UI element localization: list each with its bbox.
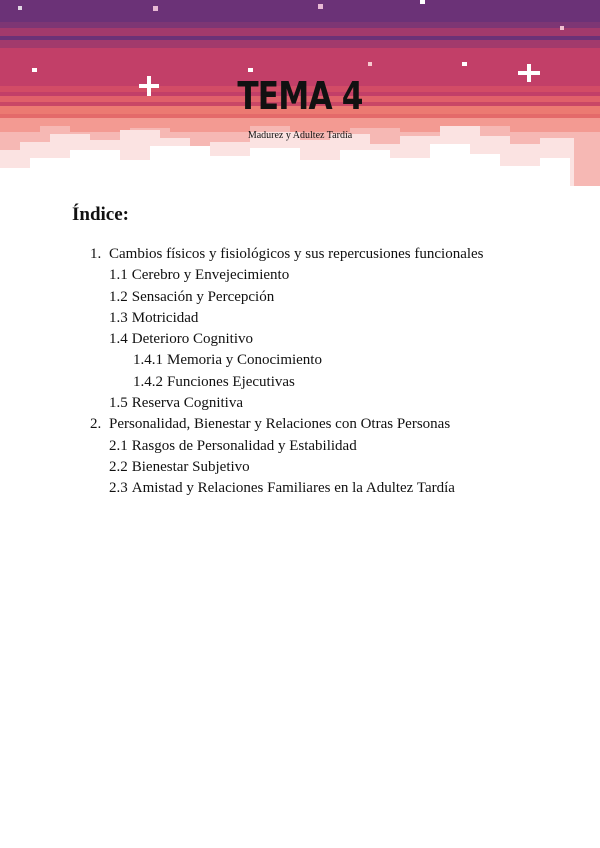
toc-item-label: Motricidad xyxy=(131,309,199,326)
toc-item xyxy=(90,457,484,478)
toc-item-label: Rasgos de Personalidad y Estabilidad xyxy=(131,437,357,454)
toc-item xyxy=(90,414,484,435)
toc-item-label: Memoria y Conocimiento xyxy=(167,352,322,369)
toc-item xyxy=(90,436,484,457)
toc-item-number: 1.1 xyxy=(109,267,128,284)
toc-item-label: Personalidad, Bienestar y Relaciones con Otras Personas xyxy=(109,416,451,433)
toc-item xyxy=(90,244,484,265)
toc-item-label: Bienestar Subjetivo xyxy=(131,458,250,475)
toc-item-number: 2. xyxy=(90,416,102,433)
toc-item-number: 1.5 xyxy=(109,395,128,412)
page-title: TEMA 4 xyxy=(237,74,363,118)
toc-item-label: Cerebro y Envejecimiento xyxy=(131,267,290,284)
toc-item xyxy=(90,329,484,350)
toc-item-label: Funciones Ejecutivas xyxy=(167,373,295,390)
toc-item-number: 2.1 xyxy=(109,437,128,454)
toc-item xyxy=(90,393,484,414)
toc-item xyxy=(90,287,484,308)
index-heading: Índice: xyxy=(72,204,129,225)
toc-item-number: 2.2 xyxy=(109,458,128,475)
toc-item-label: Deterioro Cognitivo xyxy=(131,331,253,348)
toc-item-number: 1.4.2 xyxy=(133,373,163,390)
toc-item xyxy=(90,478,484,499)
toc-item-number: 1.2 xyxy=(109,288,128,305)
toc-item-label: Sensación y Percepción xyxy=(131,288,275,305)
toc-item xyxy=(90,265,484,286)
toc-item xyxy=(90,350,484,371)
toc-item-number: 1.4.1 xyxy=(133,352,163,369)
toc-item-number: 2.3 xyxy=(109,480,128,497)
toc-item-number: 1.4 xyxy=(109,331,128,348)
toc-item xyxy=(90,308,484,329)
toc-item-number: 1. xyxy=(90,246,102,262)
toc-item-number: 1.3 xyxy=(109,309,128,326)
toc-item xyxy=(90,372,484,393)
table-of-contents xyxy=(90,244,484,500)
toc-item-label: Cambios físicos y fisiológicos y sus repercusiones funcionales xyxy=(109,246,484,262)
toc-item-label: Reserva Cognitiva xyxy=(131,395,243,412)
page-subtitle: Madurez y Adultez Tardía xyxy=(247,130,353,141)
toc-item-label: Amistad y Relaciones Familiares en la Adultez Tardía xyxy=(131,480,455,497)
